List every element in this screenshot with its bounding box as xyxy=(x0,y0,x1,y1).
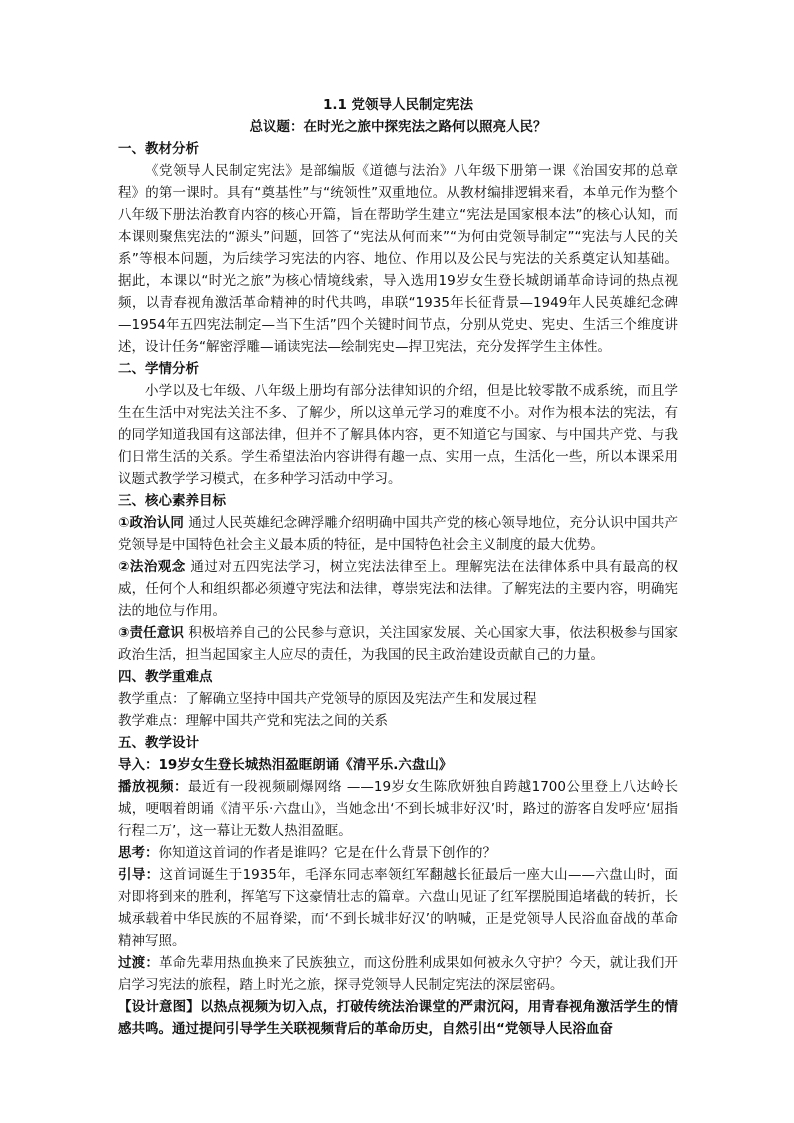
section-heading-teaching-design: 五、教学设计 xyxy=(118,735,199,751)
section-heading-textbook-analysis: 一、教材分析 xyxy=(118,141,199,157)
section-heading-student-analysis: 二、学情分析 xyxy=(118,361,199,377)
goal-text: 积极培养自己的公民参与意识，关注国家发展、关心国家大事，依法积极参与国家政治生活，担当起国家主人应尽的责任，为我国的民主政治建设贡献自己的力量。 xyxy=(118,625,678,663)
textbook-analysis-paragraph: 《党领导人民制定宪法》是部编版《道德与法治》八年级下册第一课《治国安邦的总章程》的第一课时。具有“奠基性”与“统领性”双重地位。从教材编排逻辑来看，本单元作为整个八年级下册法治教育内容的核心开篇，旨在帮助学生建立“宪法是国家根本法”的核心认知，而本课则聚焦宪法的“源头”问题，回答了“宪法从何而来”“为何由党领导制定”“宪法与人民的关系”等根本问题，为后续学习宪法的内容、地位、作用以及公民与宪法的关系奠定认知基础。据此，本课以“时光之旅”为核心情境线索，导入选用19岁女生登长城朗诵革命诗词的热点视频，以青春视角激活革命精神的时代共鸣，串联“1935年长征背景—1949年人民英雄纪念碑—1954年五四宪法制定—当下生活”四个关键时间节点，分别从党史、宪史、生活三个维度讲述，设计任务“解密浮雕—诵读宪法—绘制宪史—捍卫宪法，充分发挥学生主体性。 xyxy=(118,163,678,355)
think-paragraph xyxy=(118,842,678,864)
goal-label: ③责任意识 xyxy=(118,625,184,641)
document-title: 1.1 党领导人民制定宪法 xyxy=(322,97,474,113)
guide-label: 引导： xyxy=(118,867,160,883)
intro-line: 导入：19岁女生登长城热泪盈眶朗诵《清平乐.六盘山》 xyxy=(118,757,453,773)
document-subtitle: 总议题：在时光之旅中探宪法之路何以照亮人民？ xyxy=(249,119,547,135)
think-text: 你知道这首词的作者是谁吗？它是在什么背景下创作的？ xyxy=(158,845,496,861)
goal-label: ②法治观念 xyxy=(118,559,186,575)
section-heading-core-goals: 三、核心素养目标 xyxy=(118,493,226,509)
transition-text: 革命先辈用热血换来了民族独立，而这份胜利成果如何被永久守护？今天，就让我们开启学习宪法的旅程，踏上时光之旅，探寻党领导人民制定宪法的深层密码。 xyxy=(118,955,679,993)
document-page xyxy=(118,94,678,1040)
teaching-key-point: 教学重点：了解确立坚持中国共产党领导的原因及宪法产生和发展过程 xyxy=(118,691,537,707)
goal-item xyxy=(118,512,678,556)
goal-text: 通过对五四宪法学习，树立宪法法律至上。理解宪法在法律体系中具有最高的权威，任何个人和组织都必须遵守宪法和法律，尊崇宪法和法律。了解宪法的主要内容，明确宪法的地位与作用。 xyxy=(118,559,679,619)
guide-paragraph xyxy=(118,864,678,952)
transition-paragraph xyxy=(118,952,678,996)
video-paragraph xyxy=(118,776,678,842)
guide-text: 这首词诞生于1935年，毛泽东同志率领红军翻越长征最后一座大山——六盘山时，面对即将到来的胜利，挥笔写下这豪情壮志的篇章。六盘山见证了红军摆脱围追堵截的转折，长城承载着中华民族的不屈脊梁，而‘不到长城非好汉’的呐喊，正是党领导人民浴血奋战的革命精神写照。 xyxy=(118,867,679,949)
goal-label: ①政治认同 xyxy=(118,515,184,531)
transition-label: 过渡： xyxy=(118,955,159,971)
goal-text: 通过人民英雄纪念碑浮雕介绍明确中国共产党的核心领导地位，充分认识中国共产党领导是中国特色社会主义最本质的特征，是中国特色社会主义制度的最大优势。 xyxy=(118,515,678,553)
student-analysis-paragraph: 小学以及七年级、八年级上册均有部分法律知识的介绍，但是比较零散不成系统，而且学生在生活中对宪法关注不多、了解少，所以这单元学习的难度不小。对作为根本法的宪法，有的同学知道我国有这部法律，但并不了解具体内容，更不知道它与国家、与中国共产党、与我们日常生活的关系。学生希望法治内容讲得有趣一点、实用一点，生活化一些，所以本课采用议题式教学学习模式，在多种学习活动中学习。 xyxy=(118,383,678,487)
video-label: 播放视频： xyxy=(118,779,189,795)
design-intent-paragraph: 【设计意图】以热点视频为切入点，打破传统法治课堂的严肃沉闷，用青春视角激活学生的情感共鸣。通过提问引导学生关联视频背后的革命历史，自然引出“党领导人民浴血奋 xyxy=(118,999,678,1037)
goal-item xyxy=(118,622,678,666)
section-heading-key-difficult: 四、教学重难点 xyxy=(118,669,213,685)
teaching-difficult-point: 教学难点：理解中国共产党和宪法之间的关系 xyxy=(118,713,388,729)
goal-item xyxy=(118,556,678,622)
video-text: 最近有一段视频刷爆网络 ——19岁女生陈欣妍独自跨越1700公里登上八达岭长城，哽咽着朗诵《清平乐·六盘山》，当她念出‘不到长城非好汉’时，路过的游客自发呼应‘屈指行程二万’，这一幕让无数人热泪盈眶。 xyxy=(118,779,679,839)
think-label: 思考： xyxy=(118,845,159,861)
